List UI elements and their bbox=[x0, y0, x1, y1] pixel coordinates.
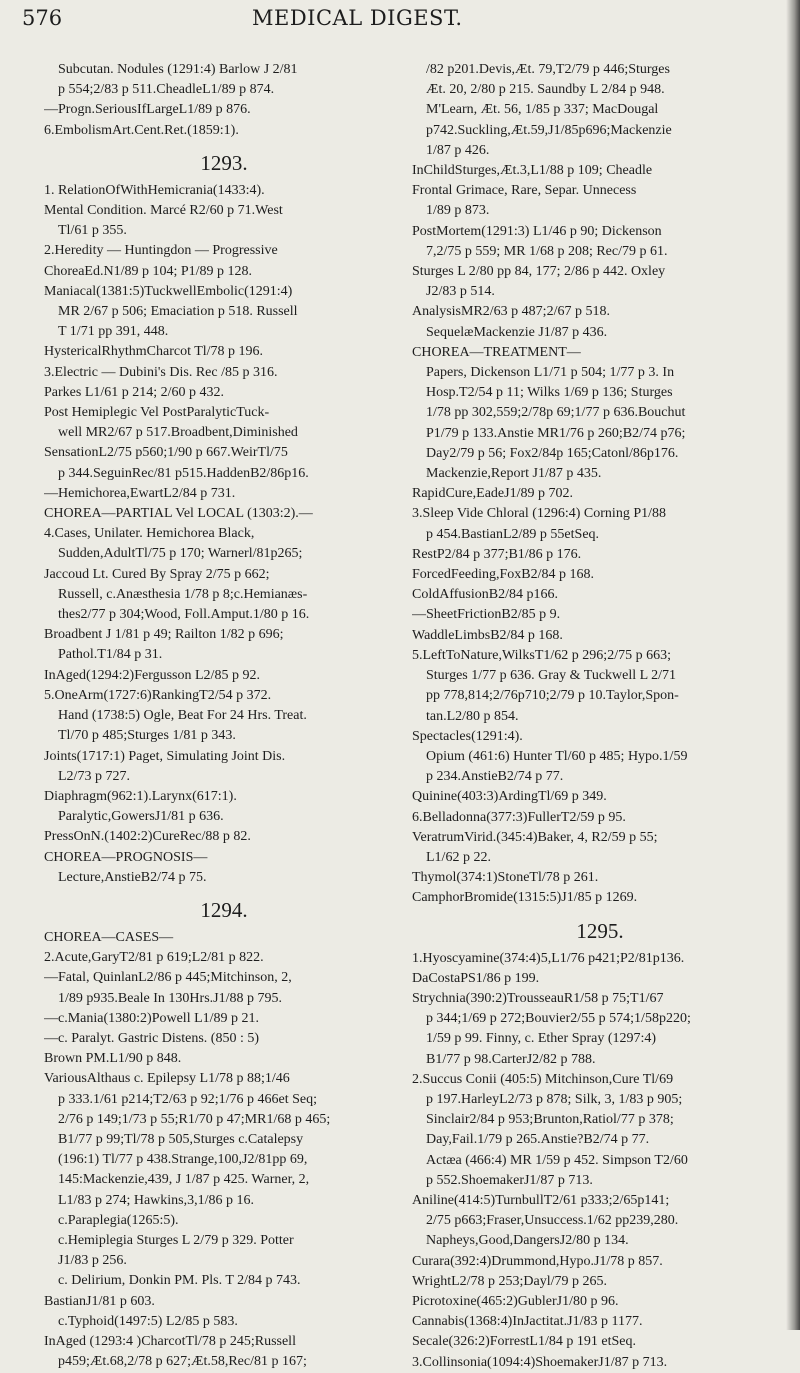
index-line: 3.Electric — Dubini's Dis. Rec /85 p 316. bbox=[44, 364, 278, 380]
index-line: Hosp.T2/54 p 11; Wilks 1/69 p 136; Sturges bbox=[426, 385, 673, 401]
left-block-a bbox=[44, 60, 404, 141]
page-header bbox=[0, 0, 800, 46]
index-line: p 344;1/69 p 272;Bouvier2/55 p 574;1/58p220; bbox=[426, 1011, 691, 1027]
left-column bbox=[44, 60, 404, 1372]
index-line: InAged (1293:4 )CharcotTl/78 p 245;Russell bbox=[44, 1333, 296, 1349]
index-line: Spectacles(1291:4). bbox=[412, 728, 523, 744]
index-line: 1/89 p 873. bbox=[426, 203, 490, 219]
year-heading-1295: 1295. bbox=[576, 918, 624, 943]
index-line: CamphorBromide(1315:5)J1/85 p 1269. bbox=[412, 890, 638, 906]
index-line: M'Learn, Æt. 56, 1/85 p 337; MacDougal bbox=[426, 102, 659, 118]
index-line: ChoreaEd.N1/89 p 104; P1/89 p 128. bbox=[44, 263, 253, 279]
index-line: AnalysisMR2/63 p 487;2/67 p 518. bbox=[412, 304, 610, 320]
index-line: tan.L2/80 p 854. bbox=[426, 708, 519, 724]
left-block-c bbox=[44, 928, 404, 1372]
index-line: c.Paraplegia(1265:5). bbox=[58, 1212, 179, 1228]
index-line: Sinclair2/84 p 953;Brunton,Ratiol/77 p 378; bbox=[426, 1112, 674, 1128]
index-line: Cannabis(1368:4)InJactitat.J1/83 p 1177. bbox=[412, 1314, 643, 1330]
index-line: 5.OneArm(1727:6)RankingT2/54 p 372. bbox=[44, 687, 272, 703]
index-line: c.Hemiplegia Sturges L 2/79 p 329. Potter bbox=[58, 1232, 294, 1248]
index-line: Secale(326:2)ForrestL1/84 p 191 etSeq. bbox=[412, 1334, 636, 1350]
index-line: SequelæMackenzie J1/87 p 436. bbox=[426, 324, 608, 340]
index-line: Hand (1738:5) Ogle, Beat For 24 Hrs. Treat. bbox=[58, 708, 307, 724]
index-line: L1/62 p 22. bbox=[426, 849, 491, 865]
index-line: 2/75 p663;Fraser,Unsuccess.1/62 pp239,280. bbox=[426, 1213, 679, 1229]
page-number: 576 bbox=[22, 6, 63, 30]
index-line: VariousAlthaus c. Epilepsy L1/78 p 88;1/46 bbox=[44, 1071, 290, 1087]
index-line: DaCostaPS1/86 p 199. bbox=[412, 970, 540, 986]
index-line: Sturges 1/77 p 636. Gray & Tuckwell L 2/71 bbox=[426, 668, 677, 684]
index-line: pp 778,814;2/76p710;2/79 p 10.Taylor,Spon- bbox=[426, 688, 679, 704]
index-line: CHOREA—PARTIAL Vel LOCAL (1303:2).— bbox=[44, 506, 313, 522]
index-line: PostMortem(1291:3) L1/46 p 90; Dickenson bbox=[412, 223, 662, 239]
index-line: T 1/71 pp 391, 448. bbox=[58, 324, 169, 340]
index-line: CHOREA—CASES— bbox=[44, 929, 174, 945]
index-line: Paralytic,GowersJ1/81 p 636. bbox=[58, 809, 224, 825]
index-line: Day2/79 p 56; Fox2/84p 165;Catonl/86p176. bbox=[426, 445, 679, 461]
right-block-b bbox=[412, 949, 788, 1373]
page-binding-shadow bbox=[786, 0, 800, 1330]
index-line: Tl/70 p 485;Sturges 1/81 p 343. bbox=[58, 728, 236, 744]
index-line: InAged(1294:2)Fergusson L2/85 p 92. bbox=[44, 667, 260, 683]
index-line: 5.LeftToNature,WilksT1/62 p 296;2/75 p 663; bbox=[412, 647, 671, 663]
index-line: Pathol.T1/84 p 31. bbox=[58, 647, 163, 663]
year-heading-1293: 1293. bbox=[200, 150, 248, 175]
index-line: RapidCure,EadeJ1/89 p 702. bbox=[412, 486, 573, 502]
right-block-a bbox=[412, 60, 788, 909]
index-line: CHOREA—PROGNOSIS— bbox=[44, 849, 208, 865]
index-line: Broadbent J 1/81 p 49; Railton 1/82 p 696; bbox=[44, 627, 284, 643]
index-line: —Fatal, QuinlanL2/86 p 445;Mitchinson, 2, bbox=[44, 970, 292, 986]
index-line: BastianJ1/81 p 603. bbox=[44, 1293, 155, 1309]
index-line: c. Delirium, Donkin PM. Pls. T 2/84 p 743. bbox=[58, 1273, 301, 1289]
index-line: Æt. 20, 2/80 p 215. Saundby L 2/84 p 948. bbox=[426, 82, 665, 98]
right-column bbox=[412, 60, 788, 1373]
index-line: Aniline(414:5)TurnbullT2/61 p333;2/65p141; bbox=[412, 1192, 670, 1208]
index-line: 4.Cases, Unilater. Hemichorea Black, bbox=[44, 526, 255, 542]
index-line: p459;Æt.68,2/78 p 627;Æt.58,Rec/81 p 167; bbox=[58, 1354, 307, 1370]
index-line: p 554;2/83 p 511.CheadleL1/89 p 874. bbox=[58, 82, 275, 98]
index-line: 6.Belladonna(377:3)FullerT2/59 p 95. bbox=[412, 809, 626, 825]
index-line: InChildSturges,Æt.3,L1/88 p 109; Cheadle bbox=[412, 163, 653, 179]
index-line: p742.Suckling,Æt.59,J1/85p696;Mackenzie bbox=[426, 122, 672, 138]
index-line: p 552.ShoemakerJ1/87 p 713. bbox=[426, 1172, 593, 1188]
index-line: VeratrumVirid.(345:4)Baker, 4, R2/59 p 55; bbox=[412, 829, 658, 845]
index-line: Quinine(403:3)ArdingTl/69 p 349. bbox=[412, 789, 607, 805]
index-line: 1/59 p 99. Finny, c. Ether Spray (1297:4) bbox=[426, 1031, 657, 1047]
index-line: Parkes L1/61 p 214; 2/60 p 432. bbox=[44, 384, 225, 400]
index-line: P1/79 p 133.Anstie MR1/76 p 260;B2/74 p76; bbox=[426, 425, 686, 441]
index-line: —c. Paralyt. Gastric Distens. (850 : 5) bbox=[44, 1030, 260, 1046]
index-line: B1/77 p 99;Tl/78 p 505,Sturges c.Catalepsy bbox=[58, 1131, 304, 1147]
index-line: 1.Hyoscyamine(374:4)5,L1/76 p421;P2/81p136. bbox=[412, 950, 685, 966]
index-line: J2/83 p 514. bbox=[426, 284, 495, 300]
index-line: well MR2/67 p 517.Broadbent,Diminished bbox=[58, 425, 298, 441]
index-line: Sudden,AdultTl/75 p 170; Warnerl/81p265; bbox=[58, 546, 303, 562]
index-line: p 333.1/61 p214;T2/63 p 92;1/76 p 466et Seq; bbox=[58, 1091, 317, 1107]
index-line: Curara(392:4)Drummond,Hypo.J1/78 p 857. bbox=[412, 1253, 663, 1269]
index-line: p 197.HarleyL2/73 p 878; Silk, 3, 1/83 p 905; bbox=[426, 1091, 683, 1107]
index-line: Opium (461:6) Hunter Tl/60 p 485; Hypo.1/59 bbox=[426, 748, 688, 764]
index-line: Subcutan. Nodules (1291:4) Barlow J 2/81 bbox=[58, 62, 298, 77]
index-line: 7,2/75 p 559; MR 1/68 p 208; Rec/79 p 61. bbox=[426, 243, 668, 259]
index-line: 6.EmbolismArt.Cent.Ret.(1859:1). bbox=[44, 122, 239, 138]
index-line: Day,Fail.1/79 p 265.Anstie?B2/74 p 77. bbox=[426, 1132, 650, 1148]
index-line: HystericalRhythmCharcot Tl/78 p 196. bbox=[44, 344, 264, 360]
index-line: Diaphragm(962:1).Larynx(617:1). bbox=[44, 788, 237, 804]
index-line: /82 p201.Devis,Æt. 79,T2/79 p 446;Sturges bbox=[426, 62, 670, 77]
index-line: Russell, c.Anæsthesia 1/78 p 8;c.Hemianæs- bbox=[58, 586, 308, 602]
index-line: Mackenzie,Report J1/87 p 435. bbox=[426, 466, 602, 482]
index-line: Joints(1717:1) Paget, Simulating Joint Dis. bbox=[44, 748, 286, 764]
index-line: RestP2/84 p 377;B1/86 p 176. bbox=[412, 546, 582, 562]
index-line: Lecture,AnstieB2/74 p 75. bbox=[58, 869, 207, 885]
index-line: 1/87 p 426. bbox=[426, 142, 490, 158]
index-line: 1/89 p935.Beale In 130Hrs.J1/88 p 795. bbox=[58, 990, 282, 1006]
index-line: 3.Sleep Vide Chloral (1296:4) Corning P1/88 bbox=[412, 506, 666, 522]
index-line: J1/83 p 256. bbox=[58, 1253, 127, 1269]
index-line: —Hemichorea,EwartL2/84 p 731. bbox=[44, 485, 236, 501]
index-line: Frontal Grimace, Rare, Separ. Unnecess bbox=[412, 183, 637, 199]
running-title: MEDICAL DIGEST. bbox=[252, 6, 463, 30]
index-line: 2/76 p 149;1/73 p 55;R1/70 p 47;MR1/68 p 465; bbox=[58, 1111, 331, 1127]
index-line: Napheys,Good,DangersJ2/80 p 134. bbox=[426, 1233, 629, 1249]
index-line: (196:1) Tl/77 p 438.Strange,100,J2/81pp 69, bbox=[58, 1152, 308, 1168]
index-line: p 454.BastianL2/89 p 55etSeq. bbox=[426, 526, 600, 542]
index-line: Actæa (466:4) MR 1/59 p 452. Simpson T2/60 bbox=[426, 1152, 688, 1168]
index-line: ColdAffusionB2/84 p166. bbox=[412, 587, 558, 603]
index-line: Post Hemiplegic Vel PostParalyticTuck- bbox=[44, 405, 270, 421]
index-line: 3.Collinsonia(1094:4)ShoemakerJ1/87 p 713. bbox=[412, 1354, 668, 1370]
index-line: CHOREA—TREATMENT— bbox=[412, 344, 581, 360]
index-line: Papers, Dickenson L1/71 p 504; 1/77 p 3. In bbox=[426, 365, 675, 381]
index-line: 145:Mackenzie,439, J 1/87 p 425. Warner, 2, bbox=[58, 1172, 310, 1188]
index-line: 2.Acute,GaryT2/81 p 619;L2/81 p 822. bbox=[44, 950, 264, 966]
index-line: Brown PM.L1/90 p 848. bbox=[44, 1051, 182, 1067]
index-line: —Progn.SeriousIfLargeL1/89 p 876. bbox=[44, 102, 251, 118]
index-line: 1. RelationOfWithHemicrania(1433:4). bbox=[44, 182, 265, 198]
index-line: Strychnia(390:2)TrousseauR1/58 p 75;T1/67 bbox=[412, 990, 664, 1006]
index-line: PressOnN.(1402:2)CureRec/88 p 82. bbox=[44, 829, 251, 845]
index-line: Thymol(374:1)StoneTl/78 p 261. bbox=[412, 870, 599, 886]
year-heading-1294: 1294. bbox=[200, 897, 248, 922]
index-line: p 234.AnstieB2/74 p 77. bbox=[426, 769, 564, 785]
index-line: p 344.SeguinRec/81 p515.HaddenB2/86p16. bbox=[58, 465, 309, 481]
index-line: 2.Heredity — Huntingdon — Progressive bbox=[44, 243, 278, 259]
index-line: WaddleLimbsB2/84 p 168. bbox=[412, 627, 563, 643]
index-line: Picrotoxine(465:2)GublerJ1/80 p 96. bbox=[412, 1293, 619, 1309]
index-line: thes2/77 p 304;Wood, Foll.Amput.1/80 p 16. bbox=[58, 607, 310, 623]
index-line: Jaccoud Lt. Cured By Spray 2/75 p 662; bbox=[44, 566, 270, 582]
left-block-b bbox=[44, 181, 404, 888]
index-line: Sturges L 2/80 pp 84, 177; 2/86 p 442. Oxley bbox=[412, 264, 666, 280]
index-line: —SheetFrictionB2/85 p 9. bbox=[412, 607, 561, 623]
index-line: Maniacal(1381:5)TuckwellEmbolic(1291:4) bbox=[44, 283, 293, 299]
index-line: SensationL2/75 p560;1/90 p 667.WeirTl/75 bbox=[44, 445, 288, 461]
index-line: L1/83 p 274; Hawkins,3,1/86 p 16. bbox=[58, 1192, 254, 1208]
index-line: B1/77 p 98.CarterJ2/82 p 788. bbox=[426, 1051, 596, 1067]
index-line: MR 2/67 p 506; Emaciation p 518. Russell bbox=[58, 304, 298, 320]
index-line: —c.Mania(1380:2)Powell L1/89 p 21. bbox=[44, 1010, 260, 1026]
index-line: WrightL2/78 p 253;Dayl/79 p 265. bbox=[412, 1273, 608, 1289]
index-line: c.Typhoid(1497:5) L2/85 p 583. bbox=[58, 1313, 238, 1329]
index-line: 2.Succus Conii (405:5) Mitchinson,Cure Tl/69 bbox=[412, 1071, 674, 1087]
index-line: L2/73 p 727. bbox=[58, 768, 130, 784]
index-line: Mental Condition. Marcé R2/60 p 71.West bbox=[44, 203, 283, 219]
index-line: Tl/61 p 355. bbox=[58, 223, 127, 239]
index-line: 1/78 pp 302,559;2/78p 69;1/77 p 636.Bouchut bbox=[426, 405, 686, 421]
index-line: ForcedFeeding,FoxB2/84 p 168. bbox=[412, 567, 594, 583]
